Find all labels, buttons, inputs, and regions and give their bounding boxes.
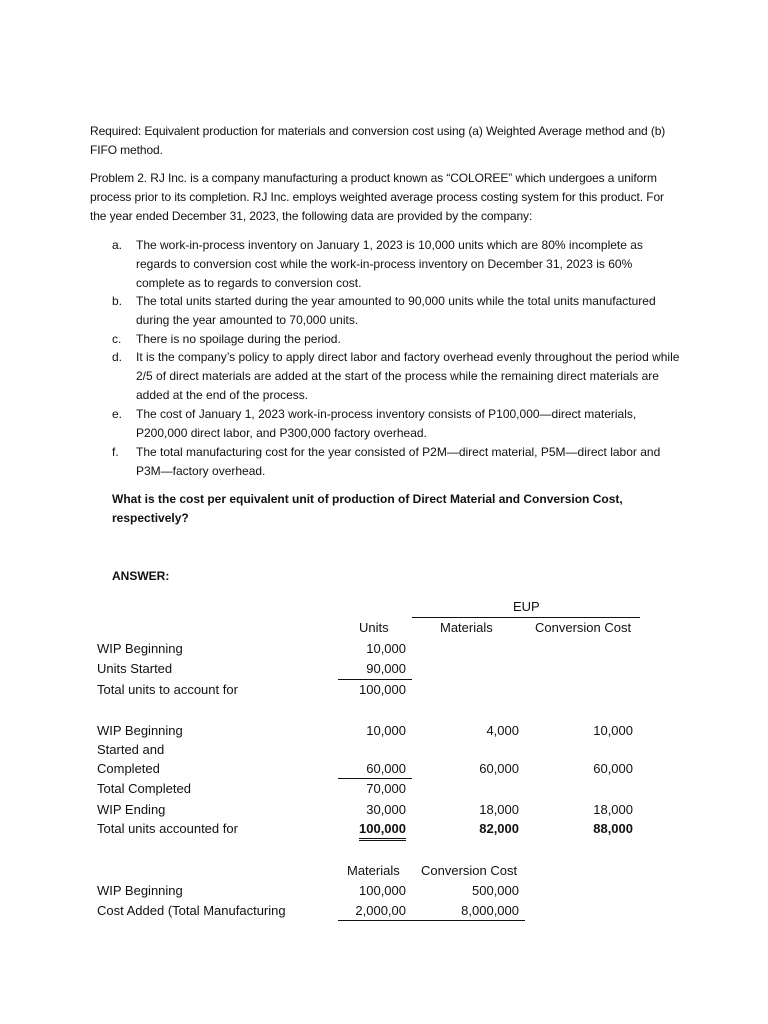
list-item-text: The total units started during the year amounted to 90,000 units while the total units manufactured during the year amounted to 70,000 units. <box>136 294 656 327</box>
row-label: WIP Beginning <box>97 883 183 898</box>
cost-conversion-header: Conversion Cost <box>421 863 518 878</box>
subtotal-rule <box>338 920 525 921</box>
list-item-text: The work-in-process inventory on January 1, 2023 is 10,000 units which are 80% incomplete as regards to conversion cost while the work-in-process inventory on December 31, 2023 is 60% complete as to regards to conversion cost. <box>136 238 643 290</box>
conversion-value: 18,000 <box>593 802 633 817</box>
units-header: Units <box>359 620 389 635</box>
cost-materials-value: 2,000,00 <box>355 903 406 918</box>
row-label: WIP Ending <box>97 802 166 817</box>
conversion-header: Conversion Cost <box>535 620 632 635</box>
conversion-value: 60,000 <box>593 761 633 776</box>
list-item-text: The total manufacturing cost for the year consisted of P2M—direct material, P5M—direct labor and P3M—factory overhead. <box>136 445 661 478</box>
eup-header: EUP <box>513 599 540 614</box>
units-value: 10,000 <box>366 641 406 656</box>
row-label: Completed <box>97 761 160 776</box>
cost-conversion-value: 500,000 <box>472 883 519 898</box>
materials-value: 4,000 <box>486 723 519 738</box>
list-item-text: It is the company’s policy to apply direct labor and factory overhead evenly throughout the period while 2/5 of direct materials are added at the start of the process while the remaining direct materials are added at the end of the process. <box>136 350 680 402</box>
subtotal-rule <box>338 778 412 779</box>
list-item-text: The cost of January 1, 2023 work-in-process inventory consists of P100,000—direct materials, P200,000 direct labor, and P300,000 factory overhead. <box>136 407 637 440</box>
units-value: 60,000 <box>366 761 406 776</box>
row-label: WIP Beginning <box>97 641 183 656</box>
list-marker: a. <box>112 238 123 252</box>
question-text: What is the cost per equivalent unit of production of Direct Material and Conversion Cost, respectively? <box>112 492 623 525</box>
conversion-total: 88,000 <box>593 821 633 836</box>
list-marker: d. <box>112 350 123 364</box>
list-marker: c. <box>112 332 122 346</box>
row-label: WIP Beginning <box>97 723 183 738</box>
cost-materials-header: Materials <box>347 863 400 878</box>
list-marker: e. <box>112 407 123 421</box>
cost-conversion-value: 8,000,000 <box>461 903 519 918</box>
list-item-text: There is no spoilage during the period. <box>136 332 341 346</box>
materials-value: 60,000 <box>479 761 519 776</box>
units-value: 10,000 <box>366 723 406 738</box>
materials-total: 82,000 <box>479 821 519 836</box>
row-label: Total units to account for <box>97 682 238 697</box>
list-marker: f. <box>112 445 119 459</box>
units-total: 100,000 <box>359 820 406 841</box>
units-value: 100,000 <box>359 682 406 697</box>
row-label: Started and <box>97 742 165 757</box>
subtotal-rule <box>338 679 412 680</box>
cost-materials-value: 100,000 <box>359 883 406 898</box>
required-paragraph: Required: Equivalent production for materials and conversion cost using (a) Weighted Average method and (b) FIFO method. <box>90 124 666 157</box>
list-marker: b. <box>112 294 123 308</box>
units-value: 30,000 <box>366 802 406 817</box>
answer-label: ANSWER: <box>112 569 170 583</box>
row-label: Cost Added (Total Manufacturing <box>97 903 286 918</box>
row-label: Units Started <box>97 661 173 676</box>
eup-header-rule <box>412 617 640 618</box>
units-value: 90,000 <box>366 661 406 676</box>
materials-header: Materials <box>440 620 493 635</box>
problem-paragraph: Problem 2. RJ Inc. is a company manufacturing a product known as “COLOREE” which undergoes a uniform process prior to its completion. RJ Inc. employs weighted average process costing system for this product. For the year ended December 31, 2023, the following data are provided by the company: <box>90 171 664 223</box>
materials-value: 18,000 <box>479 802 519 817</box>
row-label: Total units accounted for <box>97 821 238 836</box>
units-value: 70,000 <box>366 781 406 796</box>
row-label: Total Completed <box>97 781 191 796</box>
conversion-value: 10,000 <box>593 723 633 738</box>
